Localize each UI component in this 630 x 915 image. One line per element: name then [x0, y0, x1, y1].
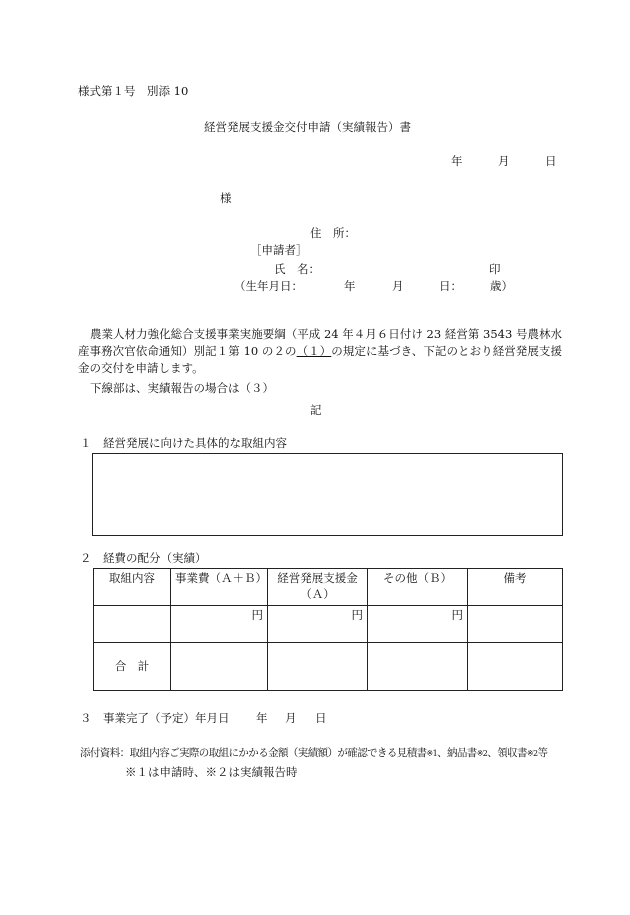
completion-month: 月	[285, 711, 297, 725]
cost-allocation-table	[93, 568, 563, 691]
body-paragraph-part1: 農業人材力強化総合支援事業実施要綱（平成 24 年４月６日付け 23 経営第 3543 号農林水産事務次官依命通知）別記１第 10 の２の	[78, 327, 562, 358]
body-paragraph	[78, 326, 562, 377]
attachment-note-1: ※1	[426, 749, 438, 758]
table-row	[94, 606, 563, 643]
table-cell	[94, 606, 171, 643]
body-paragraph-underlined: （１）	[296, 344, 332, 358]
col-header-other: その他（Ｂ）	[368, 569, 468, 606]
document-title: 経営発展支援金交付申請（実績報告）書	[204, 120, 411, 134]
birthdate-day: 日：	[439, 279, 462, 293]
attachments-sep: 、納品書	[437, 747, 477, 759]
section1-heading: １ 経営発展に向けた具体的な取組内容	[80, 436, 287, 450]
form-reference: 様式第１号 別添 10	[78, 84, 189, 98]
section3-heading: ３ 事業完了（予定）年月日	[80, 711, 230, 725]
attachment-note-2: ※2	[526, 749, 538, 758]
seal-mark: 印	[489, 262, 501, 276]
col-header-content: 取組内容	[94, 569, 171, 606]
attachments-text: 取組内容ご実際の取組にかかる金額（実績額）が確認できる見積書	[129, 747, 427, 759]
date-year: 年	[451, 154, 463, 168]
col-header-support-amount: 経営発展支援金（Ａ）	[268, 569, 368, 606]
date-day: 日	[545, 154, 557, 168]
total-row	[94, 643, 563, 691]
ki-label: 記	[310, 403, 322, 417]
table-cell	[468, 606, 563, 643]
body-paragraph-part2: の規定に基づき、下記のとおり経営発展支援金の交付を申請します。	[78, 344, 562, 375]
applicant-role-label: ［申請者］	[250, 243, 308, 257]
section2-heading: ２ 経費の配分（実績）	[80, 551, 207, 565]
table-header-row	[94, 569, 563, 606]
table-cell	[171, 643, 268, 691]
birthdate-month: 月	[392, 279, 404, 293]
section1-content-box	[92, 453, 563, 536]
col-header-project-cost: 事業費（Ａ＋Ｂ）	[171, 569, 268, 606]
birthdate-open: （生年月日：	[234, 279, 303, 293]
address-label: 住 所：	[310, 226, 356, 240]
attachments-sep2: 、領収書	[487, 747, 527, 759]
completion-day: 日	[315, 711, 327, 725]
attachments-footnote: ※１は申請時、※２は実績報告時	[125, 765, 298, 779]
total-label: 合 計	[94, 643, 171, 691]
yen-unit: 円	[368, 606, 468, 643]
name-label: 氏 名：	[274, 262, 320, 276]
attachments-line	[80, 746, 547, 760]
birthdate-age: 歳）	[490, 279, 513, 293]
attachments-tail: 等	[537, 747, 548, 759]
addressee-honorific: 様	[220, 191, 232, 205]
birthdate-year: 年	[344, 279, 356, 293]
completion-year: 年	[256, 711, 268, 725]
col-header-remarks: 備考	[468, 569, 563, 606]
table-cell	[268, 643, 368, 691]
table-cell	[468, 643, 563, 691]
attachments-label: 添付資料：	[80, 747, 130, 759]
underline-note: 下線部は、実績報告の場合は（３）	[90, 381, 274, 395]
yen-unit: 円	[268, 606, 368, 643]
date-month: 月	[498, 154, 510, 168]
table-cell	[368, 643, 468, 691]
attachment-note-2: ※2	[476, 749, 488, 758]
yen-unit: 円	[171, 606, 268, 643]
